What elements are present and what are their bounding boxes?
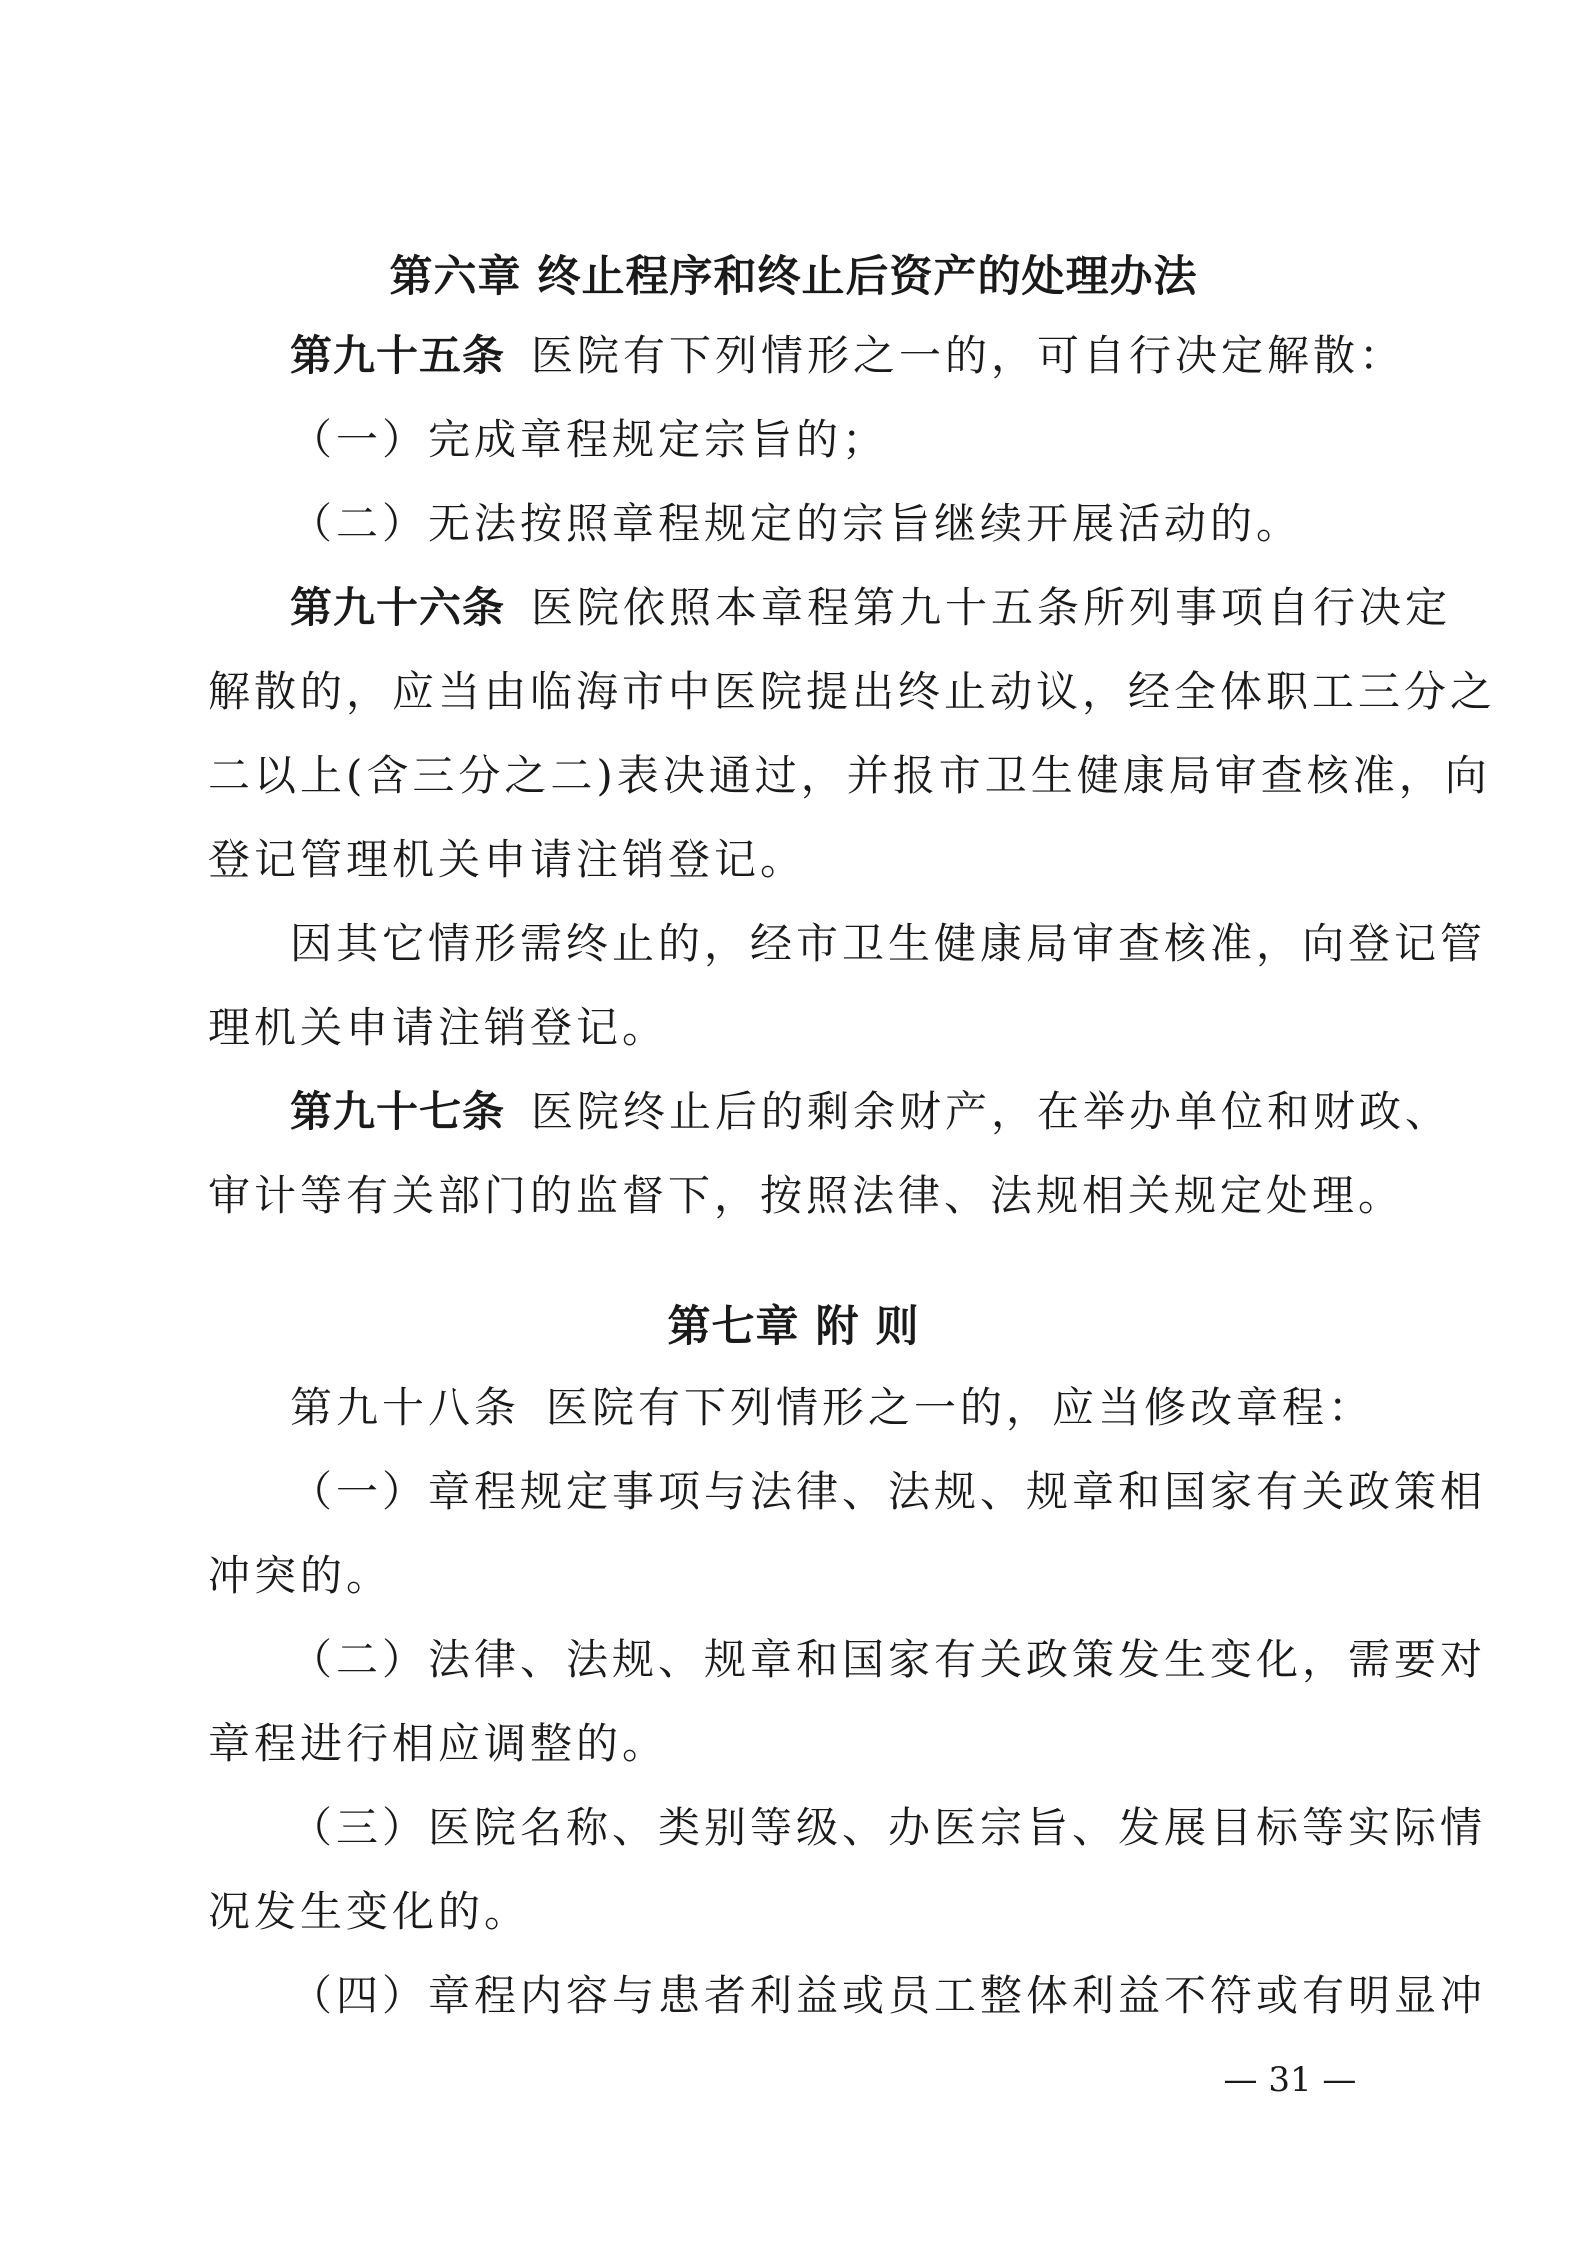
article-97-line-1: 医院终止后的剩余财产，在举办单位和财政、 — [531, 1087, 1452, 1136]
article-96-para-2-line-1: 因其它情形需终止的，经市卫生健康局审查核准，向登记管 — [290, 919, 1487, 968]
article-98-label: 第九十八条 — [290, 1383, 521, 1432]
chapter-6-title: 第六章 终止程序和终止后资产的处理办法 — [389, 252, 1198, 302]
article-98-item-1-line-2: 冲突的。 — [208, 1551, 393, 1600]
article-97 — [290, 1086, 1452, 1138]
page-number: — 31 — — [1223, 2060, 1357, 2100]
article-98-text: 医院有下列情形之一的，应当修改章程： — [546, 1383, 1375, 1432]
article-95-text: 医院有下列情形之一的，可自行决定解散： — [531, 331, 1406, 380]
article-95 — [290, 330, 1406, 382]
article-96-para-2-line-2: 理机关申请注销登记。 — [208, 1003, 669, 1052]
article-95-label: 第九十五条 — [290, 331, 506, 380]
article-95-item-1: （一）完成章程规定宗旨的； — [290, 415, 889, 464]
article-97-line-2: 审计等有关部门的监督下，按照法律、法规相关规定处理。 — [208, 1171, 1405, 1220]
article-96-line-1: 医院依照本章程第九十五条所列事项自行决定 — [531, 583, 1452, 632]
article-98-item-1-line-1: （一）章程规定事项与法律、法规、规章和国家有关政策相 — [290, 1467, 1487, 1516]
article-96-line-3: 二以上(含三分之二)表决通过，并报市卫生健康局审查核准，向 — [208, 751, 1491, 800]
article-98-item-2-line-1: （二）法律、法规、规章和国家有关政策发生变化，需要对 — [290, 1635, 1487, 1684]
article-98-item-3-line-1: （三）医院名称、类别等级、办医宗旨、发展目标等实际情 — [290, 1803, 1487, 1852]
article-98-item-2-line-2: 章程进行相应调整的。 — [208, 1719, 669, 1768]
article-98 — [290, 1382, 1390, 1434]
article-96-line-4: 登记管理机关申请注销登记。 — [208, 835, 807, 884]
article-97-label: 第九十七条 — [290, 1087, 506, 1136]
chapter-7-title: 第七章 附 则 — [667, 1302, 920, 1352]
article-98-item-3-line-2: 况发生变化的。 — [208, 1887, 531, 1936]
article-96-label: 第九十六条 — [290, 583, 506, 632]
article-95-item-2: （二）无法按照章程规定的宗旨继续开展活动的。 — [290, 499, 1303, 548]
article-96-line-2: 解散的，应当由临海市中医院提出终止动议，经全体职工三分之 — [208, 667, 1497, 716]
article-96 — [290, 582, 1452, 634]
article-98-item-4-line-1: （四）章程内容与患者利益或员工整体利益不符或有明显冲 — [290, 1971, 1487, 2020]
